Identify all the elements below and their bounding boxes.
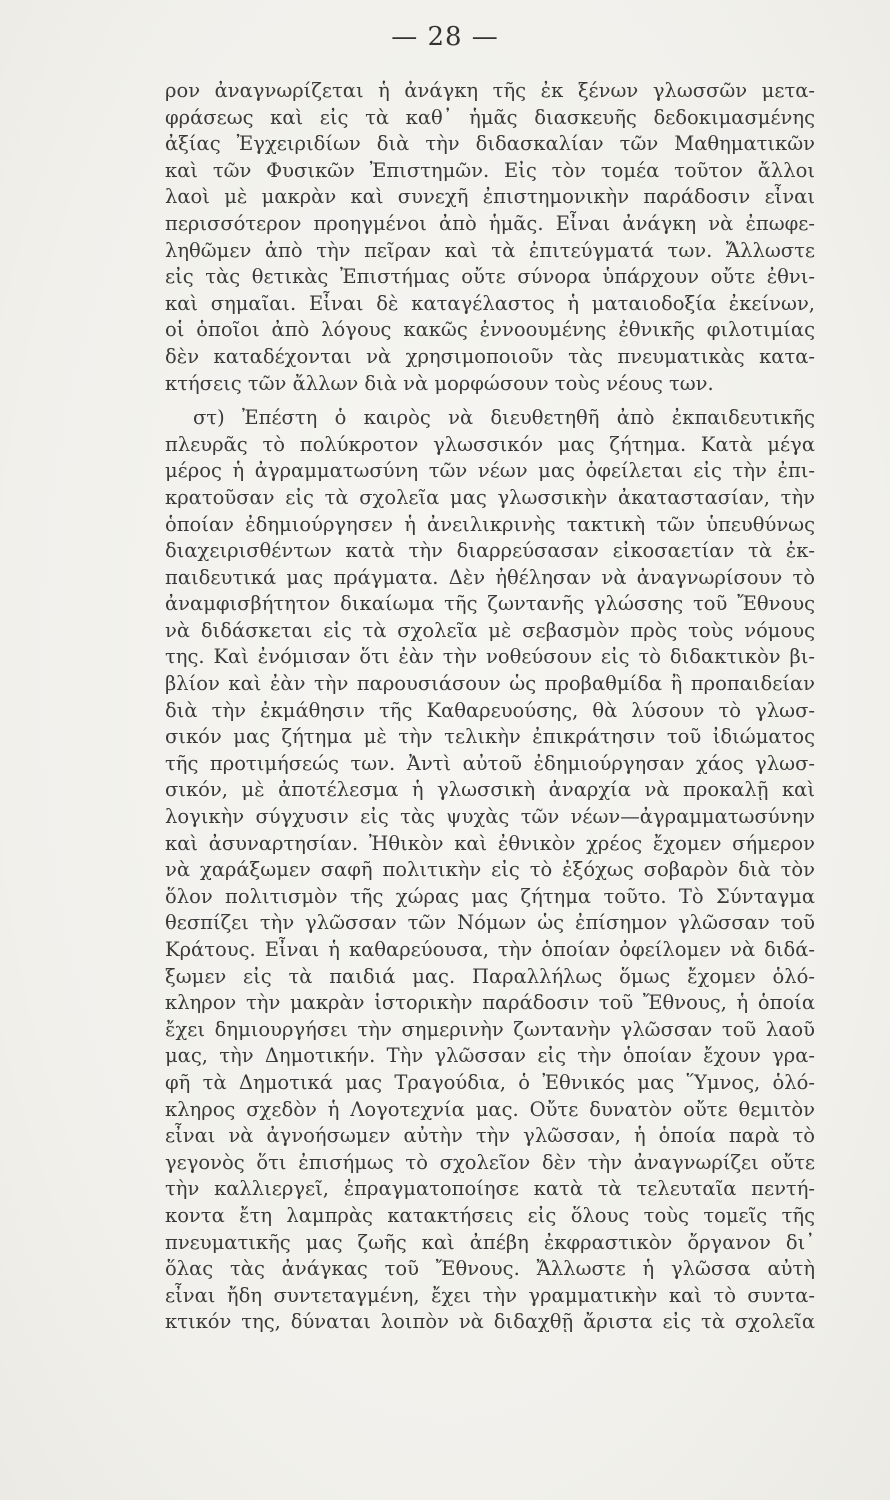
page-number: — 28 —	[391, 22, 499, 52]
text-line: πλευρᾶς τὸ πολύκροτον γλωσσικόν μας ζήτημα. Κατὰ μέγα	[165, 432, 815, 456]
text-line: λογικὴν σύγχυσιν εἰς τὰς ψυχὰς τῶν νέων—ἀγραμματωσύνην	[165, 805, 815, 829]
text-line: καὶ ἀσυναρτησίαν. Ἠθικὸν καὶ ἐθνικὸν χρέος ἔχομεν σήμερον	[165, 831, 815, 855]
text-line: εἶναι ἤδη συντεταγμένη, ἔχει τὴν γραμματικὴν καὶ τὸ συντα-	[165, 1283, 815, 1307]
text-line: πνευματικῆς μας ζωῆς καὶ ἀπέβη ἐκφραστικὸν ὄργανον δι᾽	[165, 1230, 815, 1254]
text-line: ὅλον πολιτισμὸν τῆς χώρας μας ζήτημα τοῦτο. Τὸ Σύνταγμα	[165, 884, 815, 908]
text-line: νὰ διδάσκεται εἰς τὰ σχολεῖα μὲ σεβασμὸν πρὸς τοὺς νόμους	[165, 618, 815, 642]
text-line: ἀναμφισβήτητον δικαίωμα τῆς ζωντανῆς γλώσσης τοῦ Ἔθνους	[165, 592, 815, 616]
text-line: νὰ χαράξωμεν σαφῆ πολιτικὴν εἰς τὸ ἐξόχως σοβαρὸν διὰ τὸν	[165, 858, 815, 882]
text-line: ξωμεν εἰς τὰ παιδιά μας. Παραλλήλως ὅμως ἔχομεν ὁλό-	[165, 964, 815, 988]
text-line: σικόν, μὲ ἀποτέλεσμα ἡ γλωσσικὴ ἀναρχία νὰ προκαλῇ καὶ	[165, 778, 815, 802]
text-line: ληθῶμεν ἀπὸ τὴν πεῖραν καὶ τὰ ἐπιτεύγματά των. Ἄλλωστε	[165, 238, 815, 262]
text-line: διὰ τὴν ἐκμάθησιν τῆς Καθαρευούσης, θὰ λύσουν τὸ γλωσ-	[165, 698, 815, 722]
text-line: διαχειρισθέντων κατὰ τὴν διαρρεύσασαν εἰκοσαετίαν τὰ ἐκ-	[165, 539, 815, 563]
text-line: στ) Ἐπέστη ὁ καιρὸς νὰ διευθετηθῆ ἀπὸ ἐκπαιδευτικῆς	[193, 406, 815, 430]
text-line: εἶναι νὰ ἀγνοήσωμεν αὐτὴν τὴν γλῶσσαν, ἡ ὁποία παρὰ τὸ	[165, 1124, 815, 1148]
text-line: τῆς προτιμήσεώς των. Ἀντὶ αὐτοῦ ἐδημιούργησαν χάος γλωσ-	[165, 751, 815, 775]
text-line: καὶ σημαῖαι. Εἶναι δὲ καταγέλαστος ἡ ματαιοδοξία ἐκείνων,	[165, 291, 815, 315]
text-line: σικόν μας ζήτημα μὲ τὴν τελικὴν ἐπικράτησιν τοῦ ἰδιώματος	[165, 725, 815, 749]
text-line: καὶ τῶν Φυσικῶν Ἐπιστημῶν. Εἰς τὸν τομέα τοῦτον ἄλλοι	[165, 158, 815, 182]
text-line: μας, τὴν Δημοτικήν. Τὴν γλῶσσαν εἰς τὴν ὁποίαν ἔχουν γρα-	[165, 1044, 815, 1068]
text-line: φῆ τὰ Δημοτικά μας Τραγούδια, ὁ Ἐθνικός μας Ὕμνος, ὁλό-	[165, 1070, 815, 1094]
paragraph-2	[165, 405, 815, 1336]
text-line: κληρον τὴν μακρὰν ἱστορικὴν παράδοσιν τοῦ Ἔθνους, ἡ ὁποία	[165, 991, 815, 1015]
text-line: θεσπίζει τὴν γλῶσσαν τῶν Νόμων ὡς ἐπίσημον γλῶσσαν τοῦ	[165, 911, 815, 935]
paragraph-gap	[165, 397, 815, 405]
text-line: κρατοῦσαν εἰς τὰ σχολεῖα μας γλωσσικὴν ἀκαταστασίαν, τὴν	[165, 485, 815, 509]
text-line: ρον ἀναγνωρίζεται ἡ ἀνάγκη τῆς ἐκ ξένων γλωσσῶν μετα-	[165, 79, 815, 102]
text-line: της. Καὶ ἐνόμισαν ὅτι ἐὰν τὴν νοθεύσουν εἰς τὸ διδακτικὸν βι-	[165, 645, 815, 669]
text-line: Κράτους. Εἶναι ἡ καθαρεύουσα, τὴν ὁποίαν ὀφείλομεν νὰ διδά-	[165, 938, 815, 961]
text-line: ἔχει δημιουργήσει τὴν σημερινὴν ζωντανὴν γλῶσσαν τοῦ λαοῦ	[165, 1017, 815, 1041]
text-line: φράσεως καὶ εἰς τὰ καθ᾽ ἡμᾶς διασκευῆς δεδοκιμασμένης	[165, 105, 815, 129]
text-line: ὁποίαν ἐδημιούργησεν ἡ ἀνειλικρινὴς τακτικὴ τῶν ὑπευθύνως	[165, 512, 815, 536]
body-text	[165, 78, 815, 1336]
text-line: λαοὶ μὲ μακρὰν καὶ συνεχῆ ἐπιστημονικὴν παράδοσιν εἶναι	[165, 185, 815, 209]
text-line: παιδευτικά μας πράγματα. Δὲν ἠθέλησαν νὰ ἀναγνωρίσουν τὸ	[165, 565, 815, 589]
text-line: ὅλας τὰς ἀνάγκας τοῦ Ἔθνους. Ἄλλωστε ἡ γλῶσσα αὐτὴ	[165, 1257, 815, 1281]
paragraph-1	[165, 78, 815, 397]
text-line: βλίον καὶ ἐὰν τὴν παρουσιάσουν ὡς προβαθμίδα ἢ προπαιδείαν	[165, 672, 815, 696]
text-line: οἱ ὁποῖοι ἀπὸ λόγους κακῶς ἐννοουμένης ἐθνικῆς φιλοτιμίας	[165, 318, 815, 342]
text-line: κτικόν της, δύναται λοιπὸν νὰ διδαχθῇ ἄριστα εἰς τὰ σχολεῖα	[165, 1310, 815, 1334]
text-line: κληρος σχεδὸν ἡ Λογοτεχνία μας. Οὔτε δυνατὸν οὔτε θεμιτὸν	[165, 1097, 815, 1121]
text-line: ἀξίας Ἐγχειριδίων διὰ τὴν διδασκαλίαν τῶν Μαθηματικῶν	[165, 132, 815, 156]
text-line: μέρος ἡ ἀγραμματωσύνη τῶν νέων μας ὀφείλεται εἰς τὴν ἐπι-	[165, 459, 815, 483]
text-line: δὲν καταδέχονται νὰ χρησιμοποιοῦν τὰς πνευματικὰς κατα-	[165, 344, 815, 368]
text-line: κοντα ἔτη λαμπρὰς κατακτήσεις εἰς ὅλους τοὺς τομεῖς τῆς	[165, 1203, 815, 1227]
text-line: εἰς τὰς θετικὰς Ἐπιστήμας οὔτε σύνορα ὑπάρχουν οὔτε ἐθνι-	[165, 265, 815, 289]
text-line: περισσότερον προηγμένοι ἀπὸ ἡμᾶς. Εἶναι ἀνάγκη νὰ ἐπωφε-	[165, 211, 815, 235]
text-line: κτήσεις τῶν ἄλλων διὰ νὰ μορφώσουν τοὺς νέους των.	[165, 371, 714, 395]
text-line: γεγονὸς ὅτι ἐπισήμως τὸ σχολεῖον δὲν τὴν ἀναγνωρίζει οὔτε	[165, 1150, 815, 1174]
text-line: τὴν καλλιεργεῖ, ἐπραγματοποίησε κατὰ τὰ τελευταῖα πεντή-	[165, 1177, 815, 1201]
